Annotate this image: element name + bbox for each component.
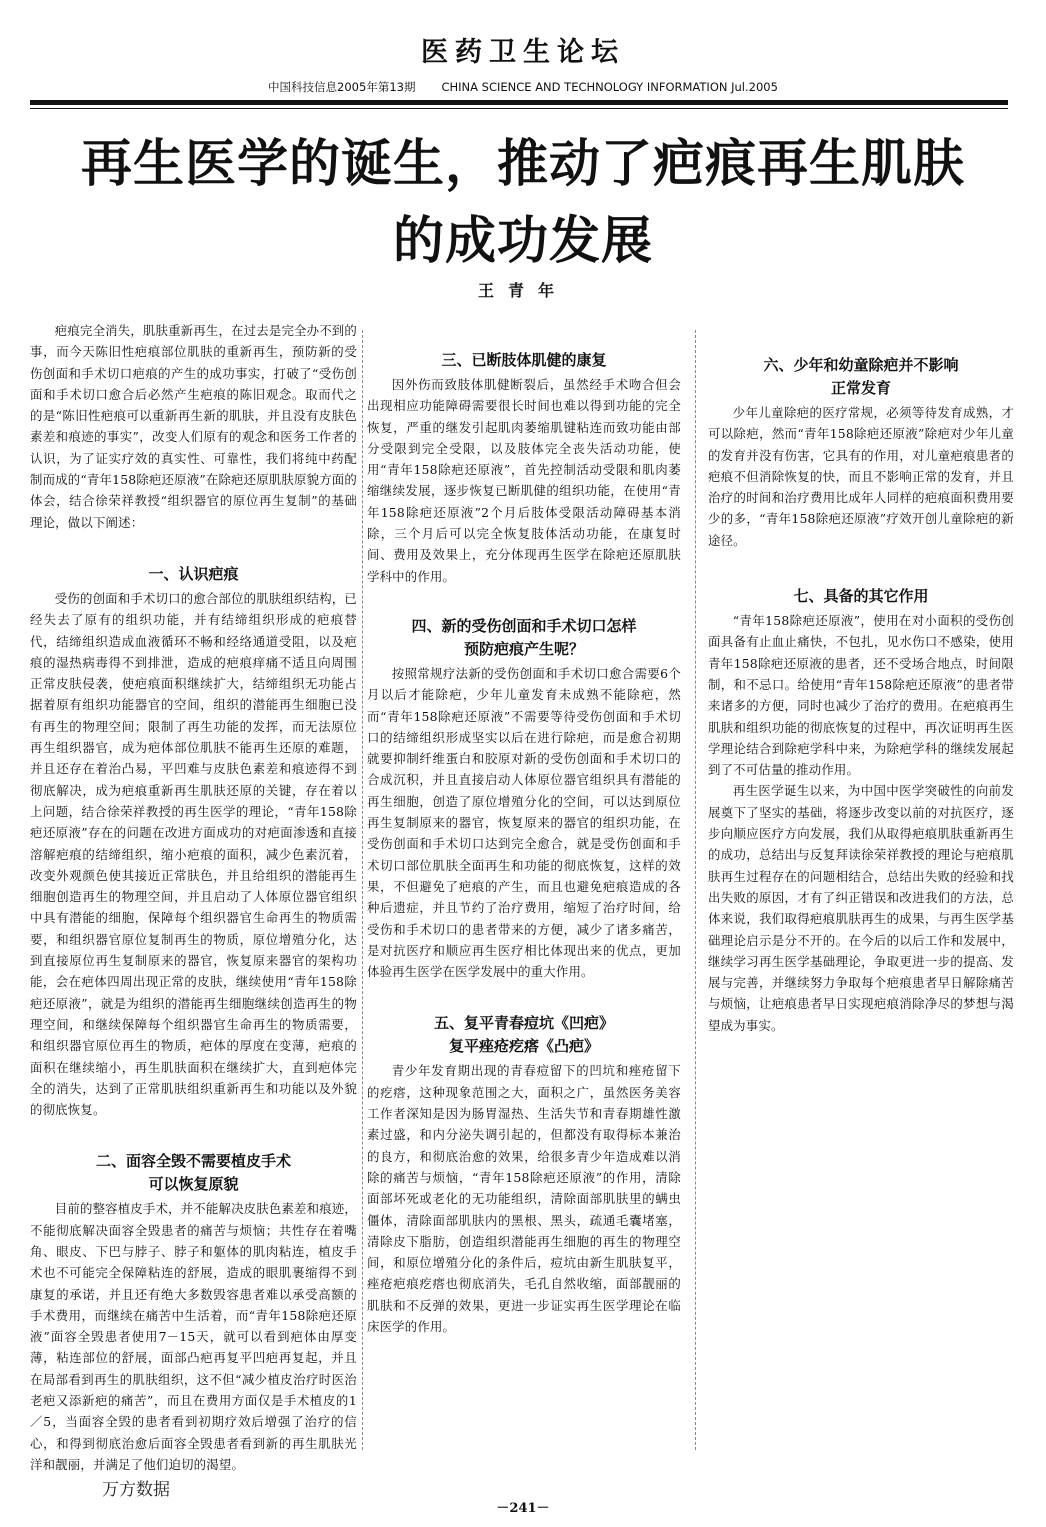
section-6-heading-a: 六、少年和幼童除疤并不影响 [763,356,959,374]
section-5-heading-b: 复平痤疮疙瘩《凸疤》 [448,1037,599,1056]
author: 王青年 [477,281,568,300]
section-3-heading: 三、已断肢体肌健的康复 [441,351,607,369]
section-4-paragraph: 按照常规疗法新的受伤创面和手术切口愈合需要6个月以后才能除疤，少年儿童发育未成熟不能除疤，然而“青年158除疤还原液”不需要等待受伤创面和手术切口的结缔组织形成坚实以后在进行除疤，而是愈合初期就要抑制纤维蛋白和胶原对新的受伤创面和手术切口的合成沉积，并且直接启动人体原位器官组织具有潜能的再生细胞，创造了原位增殖分化的空间，可以达到原位再生复制原来的器官，恢复原来的器官的组织功能，在受伤创面和手术切口达到完全愈合，就是受伤创面和手术切口部位肌肤全面再生和功能的彻底恢复，这样的效果，不但避免了疤痕的产生，而且也避免疤痕造成的各种后遗症，并且节约了治疗费用，缩短了治疗时间，给受伤和手术切口的患者带来的方便，减少了诸多痛苦，是对抗医疗和顺应再生医疗相比体现出来的优点，更加体验再生医学在医学发展中的重大作用。 [367,665,681,980]
column-1 [30,320,357,1472]
intro-paragraph: 疤痕完全消失，肌肤重新再生，在过去是完全办不到的事，而今天陈旧性疤痕部位肌肤的重新再生，预防新的受伤创面和手术切口疤痕的产生的成功事实，打破了“受伤创面和手术切口愈合后必然产生疤痕的陈旧观念。取而代之的是“陈旧性疤痕可以重新再生新的肌肤，并且没有皮肤色素差和痕迹的事实”，改变人们原有的观念和医务工作者的认识，为了证实疗效的真实性、可靠性，我们将纯中药配制而成的“青年158除疤还原液”在除疤还原肌肤原貌方面的体会，结合徐荣祥教授“组织器官的原位再生复制”的基础理论，做以下阐述： [30,323,357,530]
section-2-heading-b: 可以恢复原貌 [148,1175,239,1194]
watermark: 万方数据 [102,1480,170,1500]
section-6-heading-b: 正常发育 [830,379,891,397]
section-1-heading: 一、认识疤痕 [148,564,239,583]
column-title: 医药卫生论坛 [421,37,625,68]
column-divider-2 [695,330,696,1450]
section-4-heading-b: 预防疤痕产生呢？ [463,639,584,658]
column-2 [367,320,681,1460]
article-title-line-2: 的成功发展 [392,212,653,271]
section-7-paragraph-1: “青年158除疤还原液”，使用在对小面积的受伤创面具备有止血止痛快，不包扎，见水伤口不感染，使用青年158除疤还原液的患者，还不受场合地点，时间限制，和不忌口。给使用“青年158除疤还原液”的患者带来诸多的方便，同时也减少了治疗的费用。在疤痕再生肌肤和组织功能的彻底恢复的过程中，再次证明再生医学理论结合到除疤学科中来，为除疤学科的继续发展起到了不可估量的推动作用。 [708,613,1014,778]
section-2-paragraph: 目前的整容植皮手术，并不能解决皮肤色素差和痕迹，不能彻底解决面容全毁患者的痛苦与烦恼；共性存在着嘴角、眼皮、下巴与脖子、脖子和躯体的肌肉粘连，植皮手术也不可能完全保障粘连的舒展，造成的眼肌裹缩得不到康复的承诺，并且还有绝大多数毁容患者难以承受高额的手术费用，而继续在痛苦中生活着，而“青年158除疤还原液”面容全毁患者使用7－15天，就可以看到疤体由厚变薄，粘连部位的舒展，面部凸疤再复平凹疤再复起，并且在局部看到再生的肌肤组织，这不但“减少植皮治疗时医治老疤又添新疤的痛苦”，而且在费用方面仅是手术植皮的1／5，当面容全毁的患者看到初期疗效后增强了治疗的信心，和得到彻底治愈后面容全毁患者看到新的再生肌肤光洋和靓丽，并满足了他们迫切的渴望。 [30,1201,357,1472]
section-5-heading-a: 五、复平青春痘坑《凹疤》 [433,1014,614,1033]
section-3-paragraph: 因外伤而致肢体肌健断裂后，虽然经手术吻合但会出现相应功能障碍需要很长时间也难以得到功能的完全恢复，严重的继发引起肌肉萎缩肌键粘连而致功能由部分受限到完全受限，以及肢体完全丧失活动功能，使用“青年158除疤还原液”，首先控制活动受限和肌肉萎缩继续发展，逐步恢复已断肌健的组织功能，在使用“青年158除疤还原液”2个月后肢体受限活动障碍基本消除，三个月后可以完全恢复肢体活动功能，在康复时间、费用及效果上，充分体现再生医学在除疤还原肌肤学科中的作用。 [367,377,681,584]
issue-line [0,79,1046,95]
section-4-heading-a: 四、新的受伤创面和手术切口怎样 [411,616,637,635]
section-7-paragraph-2: 再生医学诞生以来，为中国中医学突破性的向前发展奠下了坚实的基础，将逐步改变以前的对抗医疗，逐步向顺应医疗方向发展，我们从取得疤痕肌肤重新再生的成功，总结出与反复拜读徐荣祥教授的理论与疤痕肌肤再生过程存在的问题相结合，总结出失败的经验和找出失败的原因，才有了纠正错误和改进我们的方法，总体来说，我们取得疤痕肌肤再生的成果，与再生医学基础理论启示是分不开的。在今后的以后工作和发展中，继续学习再生医学基础理论，争取更进一步的提高、发展与完善，并继续努力争取每个疤痕患者早日解除痛苦与烦恼，让疤痕患者早日实现疤痕消除净尽的梦想与渴望成为事实。 [708,783,1014,1033]
section-5-paragraph: 青少年发育期出现的青春痘留下的凹坑和痤疮留下的疙瘩，这种现象范围之大，面积之广，虽然医务美容工作者深知是因为肠胃湿热、生活失节和青春期雄性激素过盛，和内分泌失调引起的，但都没有取得标本兼治的良方，和彻底治愈的效果，给很多青少年造成难以消除的痛苦与烦恼，“青年158除疤还原液”的作用，清除面部坏死或老化的无功能组织，清除面部肌肤里的螨虫僵体，清除面部肌肤内的黑根、黑头，疏通毛囊堵塞，清除皮下脂肪，创造组织潜能再生细胞的再生的物理空间，和原位增殖分化的条件后，痘坑由新生肌肤复平，痤疮疤痕疙瘩也彻底消失，毛孔自然收缩，面部靓丽的肌肤和不反弹的效果，更进一步证实再生医学理论在临床医学的作用。 [367,1063,681,1334]
section-6-paragraph: 少年儿童除疤的医疗常规，必须等待发育成熟，才可以除疤，然而“青年158除疤还原液”除疤对少年儿童的发育并没有伤害，它具有的作用，对儿童疤痕患者的疤痕不但消除恢复的快，而且不影响正常的发育，并且治疗的时间和治疗费用比成年人同样的疤痕面积费用要少的多，“青年158除疤还原液”疗效开创儿童除疤的新途径。 [708,405,1014,548]
header-rule-thick [30,100,1008,105]
article-title-line-1: 再生医学的诞生，推动了疤痕再生肌肤 [80,135,965,194]
section-2-heading-a: 二、面容全毁不需要植皮手术 [95,1152,291,1171]
page-number: －241－ [496,1501,550,1516]
header-rule-thin [30,108,1008,109]
issue-en: CHINA SCIENCE AND TECHNOLOGY INFORMATION Jul.2005 [441,80,778,94]
issue-cn: 中国科技信息2005年第13期 [268,80,416,94]
column-3 [708,320,1014,1460]
section-1-paragraph: 受伤的创面和手术切口的愈合部位的肌肤组织结构，已经失去了原有的组织功能，并有结缔组织形成的疤痕替代，结缔组织造成血液循环不畅和经络通道受阻，以及疤痕的湿热病毒得不到排泄，造成的疤痕痒痛不适且向周围正常皮肤侵袭，使疤痕面积继续扩大，结缔组织无功能占据着原有组织功能器官的空间，组织的潜能再生细胞已没有再生的物理空间；限制了再生功能的发挥，而无法原位再生组织器官，成为疤体部位肌肤不能再生还原的难题，并且还存在着治凸易，平凹难与皮肤色素差和痕迹得不到彻底解决，成为疤痕重新再生肌肤还原的关键，存在着以上问题，结合徐荣祥教授的再生医学的理论，“青年158除疤还原液”存在的问题在改进方面成功的对疤面渗透和直接溶解疤痕的结缔组织，缩小疤痕的面积，减少色素沉着，改变外观颜色使其接近正常肤色，并且给组织的潜能再生细胞创造再生的物理空间，并且启动了人体原位器官组织中具有潜能的细胞，保障每个组织器官生命再生的物质需要，和组织器官原位复制再生的物质，原位增殖分化，达到直接原位再生复制原来的器官，恢复原来器官的架构功能，会在疤体四周出现正常的皮肤，继续使用“青年158除疤还原液”，就是为组织的潜能再生细胞继续创造再生的物理空间，和继续保障每个组织器官生命再生的物质需要，和组织器官原位再生的物质，疤体的厚度在变薄，疤痕的面积在继续缩小，再生肌肤面积在继续扩大，直到疤体完全的消失，达到了正常肌肤组织重新再生和功能以及外貌的彻底恢复。 [30,590,357,1118]
column-divider-1 [362,330,363,1450]
section-7-heading: 七、具备的其它作用 [793,587,929,606]
